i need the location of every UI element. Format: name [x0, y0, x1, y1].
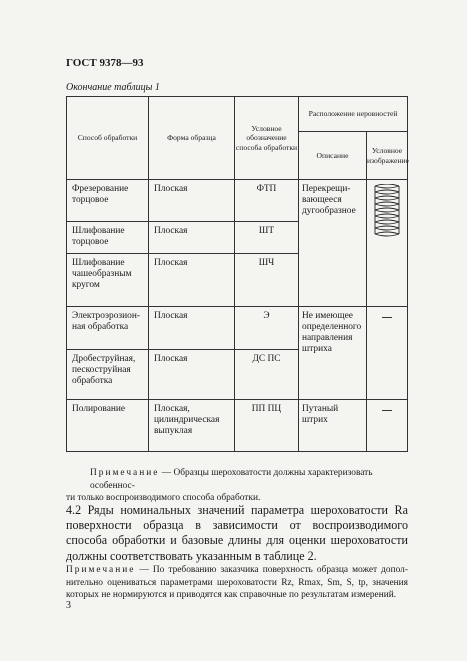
- page-number: 3: [66, 600, 71, 611]
- cell-description: Путаный штрих: [299, 400, 367, 452]
- cell-symbol: ДС ПС: [235, 350, 299, 400]
- note-text: — Образцы шероховатости должны характеризовать особеннос-: [90, 468, 373, 491]
- header-symbol: Условное обозначение способа обработки: [235, 97, 299, 180]
- cell-method: Электроэрозион- ная обработка: [67, 307, 149, 350]
- table-note: [66, 467, 410, 505]
- header-arrangement: Расположение неровностей: [299, 97, 408, 132]
- cell-method: Полирование: [67, 400, 149, 452]
- note-label: Примечание: [90, 468, 160, 478]
- cell-method: Дробеструйная, пескоструйная обработка: [67, 350, 149, 400]
- note-label: Примечание: [66, 565, 136, 575]
- roughness-table: [66, 96, 408, 452]
- cell-description: Перекрещи- вающееся дугообразное: [299, 180, 367, 307]
- cell-form: Плоская: [149, 307, 235, 350]
- dash-icon: [382, 410, 392, 411]
- cell-method: Шлифование торцовое: [67, 222, 149, 254]
- header-description: Описание: [299, 132, 367, 180]
- table-continuation-caption: Окончание таблицы 1: [66, 82, 160, 93]
- header-form: Форма образца: [149, 97, 235, 180]
- cell-description: Не имеющее определенного направления штриха: [299, 307, 367, 400]
- cell-symbol: ПП ПЦ: [235, 400, 299, 452]
- header-method: Способ обработки: [67, 97, 149, 180]
- cell-form: Плоская: [149, 180, 235, 222]
- crosshatch-pattern-icon: [373, 184, 401, 240]
- dash-icon: [382, 317, 392, 318]
- cell-symbol: ФТП: [235, 180, 299, 222]
- cell-form: Плоская: [149, 350, 235, 400]
- header-image: Условное изображение: [367, 132, 408, 180]
- cell-form: Плоская: [149, 254, 235, 307]
- cell-image: [367, 307, 408, 400]
- cell-image: [367, 400, 408, 452]
- cell-symbol: Э: [235, 307, 299, 350]
- cell-image: [367, 180, 408, 307]
- paragraph-note: [66, 564, 408, 602]
- cell-symbol: ШЧ: [235, 254, 299, 307]
- cell-form: Плоская, цилиндрическая выпуклая: [149, 400, 235, 452]
- cell-method: Фрезерование торцовое: [67, 180, 149, 222]
- note-text: — По требованию заказчика поверхность образца может допол- нительно оцениваться параметрами шероховатости Rz, Rmax, Sm, S, tp, значения которых не нормируются и приводятся как справочные по результатам измерений.: [66, 565, 408, 600]
- cell-symbol: ШТ: [235, 222, 299, 254]
- document-header: ГОСТ 9378—93: [66, 57, 144, 69]
- cell-form: Плоская: [149, 222, 235, 254]
- note-text-tail: ти только воспроизводимого способа обработки.: [66, 493, 261, 503]
- cell-method: Шлифование чашеобразным кругом: [67, 254, 149, 307]
- section-paragraph: 4.2 Ряды номинальных значений параметра шероховатости Ra поверхности образца в зависимости от воспроизводимого способа обработки и базовые длины для оценки шероховатости должны соответствовать указанным в таблице 2.: [66, 503, 408, 563]
